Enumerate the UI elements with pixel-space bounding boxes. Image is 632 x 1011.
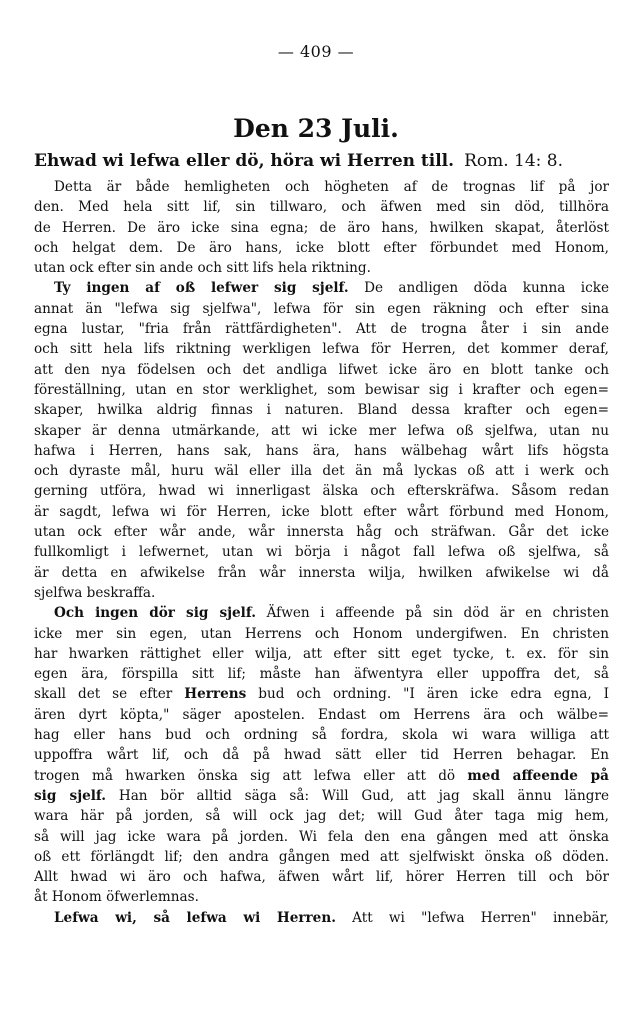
line-text: har hwarken rättighet eller wilja, att efter sitt eget tycke, t. ex. för sin [34, 645, 609, 662]
text-line [34, 278, 609, 298]
line-text: den. Med hela sitt lif, sin tillwaro, och äfwen med sin död, tillhöra [34, 199, 609, 216]
line-text: wara här på jorden, så will ock jag det; will Gud åter taga mig hem, [34, 808, 609, 825]
emphasis-text: sig sjelf. [34, 787, 107, 804]
text-line [34, 583, 609, 603]
line-text: De andligen döda kunna icke [348, 280, 609, 297]
page-title: Den 23 Juli. [233, 114, 399, 143]
line-text: Allt hwad wi äro och hafwa, äfwen wårt lif, hörer Herren till och bör [34, 869, 609, 886]
line-text: föreställning, utan en stor werklighet, som bewisar sig i krafter och egen= [34, 381, 609, 398]
line-text: och helgat dem. De äro hans, icke blott efter förbundet med Honom, [34, 239, 609, 256]
text-line [34, 725, 609, 745]
text-line [34, 481, 609, 501]
line-text: de Herren. De äro icke sina egna; de äro hans, hwilken skapat, återlöst [34, 219, 609, 236]
text-line [34, 563, 609, 583]
line-text: Detta är både hemligheten och högheten af de trognas lif på jor [54, 179, 609, 195]
scripture-reference: Rom. 14: 8. [464, 151, 564, 171]
line-text: gerning utföra, hwad wi innerligast älska och efterskräfwa. Såsom redan [34, 483, 609, 500]
line-text: bud och ordning. "I ären icke edra egna, I [246, 686, 609, 703]
line-text: skall det se efter [34, 686, 185, 703]
text-line [34, 441, 609, 461]
text-line [34, 380, 609, 400]
line-text: hag eller hans bud och ordning så fordra, skola wi wara williga att [34, 727, 609, 744]
body-text [34, 177, 609, 928]
emphasis-text: Herrens [184, 686, 247, 703]
text-line [34, 421, 609, 441]
text-line [34, 177, 609, 197]
text-line [34, 887, 609, 907]
line-text: annat än "lefwa sig sjelfwa", lefwa för sin egen räkning och efter sina [34, 300, 609, 317]
text-line [34, 806, 609, 826]
page-number: — 409 — [277, 42, 355, 61]
text-line [34, 745, 609, 765]
line-text: Att wi "lefwa Herren" innebär, [335, 909, 609, 926]
line-text: skaper är denna utmärkande, att wi icke mer lefwa oß sjelfwa, utan nu [34, 422, 609, 439]
heading-text: Ehwad wi lefwa eller dö, höra wi Herren till. [34, 151, 455, 171]
line-text: ären dyrt köpta," säger apostelen. Endast om Herrens ära och wälbe= [34, 706, 609, 723]
line-text: icke mer sin egen, utan Herrens och Honom undergifwen. En christen [34, 625, 609, 642]
emphasis-text: med affeende på [467, 767, 609, 784]
line-text: egna lustar, "fria från rättfärdigheten". Att de trogna åter i sin ande [34, 321, 609, 338]
line-text: Äfwen i affeende på sin död är en christen [255, 605, 609, 622]
line-text: sjelfwa beskraffa. [34, 584, 156, 601]
text-line [34, 705, 609, 725]
text-line [34, 197, 609, 217]
line-text: fullkomligt i lefwernet, utan wi börja i något fall lefwa oß sjelfwa, så [34, 544, 609, 561]
emphasis-text: Och ingen dör sig sjelf. [54, 605, 256, 622]
text-line [34, 299, 609, 319]
line-text: och dyraste mål, huru wäl eller illa det än må lyckas oß att i werk och [34, 463, 609, 480]
text-line [34, 624, 609, 644]
line-text: så will jag icke wara på jorden. Wi fela den ena gången med att önska [34, 828, 609, 845]
line-text: skaper, hwilka aldrig finnas i naturen. Bland dessa krafter och egen= [34, 402, 609, 419]
line-text: uppoffra wårt lif, och då på hwad sätt eller tid Herren behagar. En [34, 747, 609, 764]
line-text: är sagdt, lefwa wi för Herren, icke blott efter wårt förbund med Honom, [34, 503, 609, 520]
text-line [34, 644, 609, 664]
text-line [34, 847, 609, 867]
line-text: att den nya födelsen och det andliga lifwet icke äro en blott tanke och [34, 361, 609, 378]
text-line [34, 908, 609, 928]
line-text: hafwa i Herren, hans sak, hans ära, hans wälbehag wårt lifs högsta [34, 442, 609, 459]
line-text: utan ock efter wår ande, wår innersta håg och sträfwan. Går det icke [34, 524, 609, 541]
text-line [34, 603, 609, 623]
line-text: Han bör alltid säga så: Will Gud, att jag skall ännu längre [106, 787, 609, 804]
line-text: åt Honom öfwerlemnas. [34, 889, 199, 906]
line-text: oß ett förlängdt lif; den andra gången med att sjelfwiskt önska oß döden. [34, 848, 609, 865]
emphasis-text: Lefwa wi, så lefwa wi Herren. [54, 909, 336, 926]
text-line [34, 522, 609, 542]
text-line [34, 339, 609, 359]
text-line [34, 766, 609, 786]
text-line [34, 461, 609, 481]
text-line [34, 542, 609, 562]
line-text: egen ära, förspilla sitt lif; måste han äfwentyra eller uppoffra det, så [34, 666, 609, 683]
line-text: trogen må hwarken önska sig att lefwa eller att dö [34, 767, 468, 784]
text-line [34, 827, 609, 847]
text-line [34, 867, 609, 887]
line-text: och sitt hela lifs riktning werkligen lefwa för Herren, det kommer deraf, [34, 341, 609, 358]
scripture-heading [34, 151, 609, 171]
text-line [34, 786, 609, 806]
emphasis-text: Ty ingen af oß lefwer sig sjelf. [54, 280, 349, 297]
text-line [34, 360, 609, 380]
text-line [34, 258, 609, 278]
text-line [34, 664, 609, 684]
line-text: är detta en afwikelse från wår innersta wilja, hwilken afwikelse wi då [34, 564, 609, 581]
text-line [34, 319, 609, 339]
text-line [34, 238, 609, 258]
text-line [34, 684, 609, 704]
text-line [34, 218, 609, 238]
text-line [34, 502, 609, 522]
text-line [34, 400, 609, 420]
line-text: utan ock efter sin ande och sitt lifs hela riktning. [34, 260, 371, 277]
